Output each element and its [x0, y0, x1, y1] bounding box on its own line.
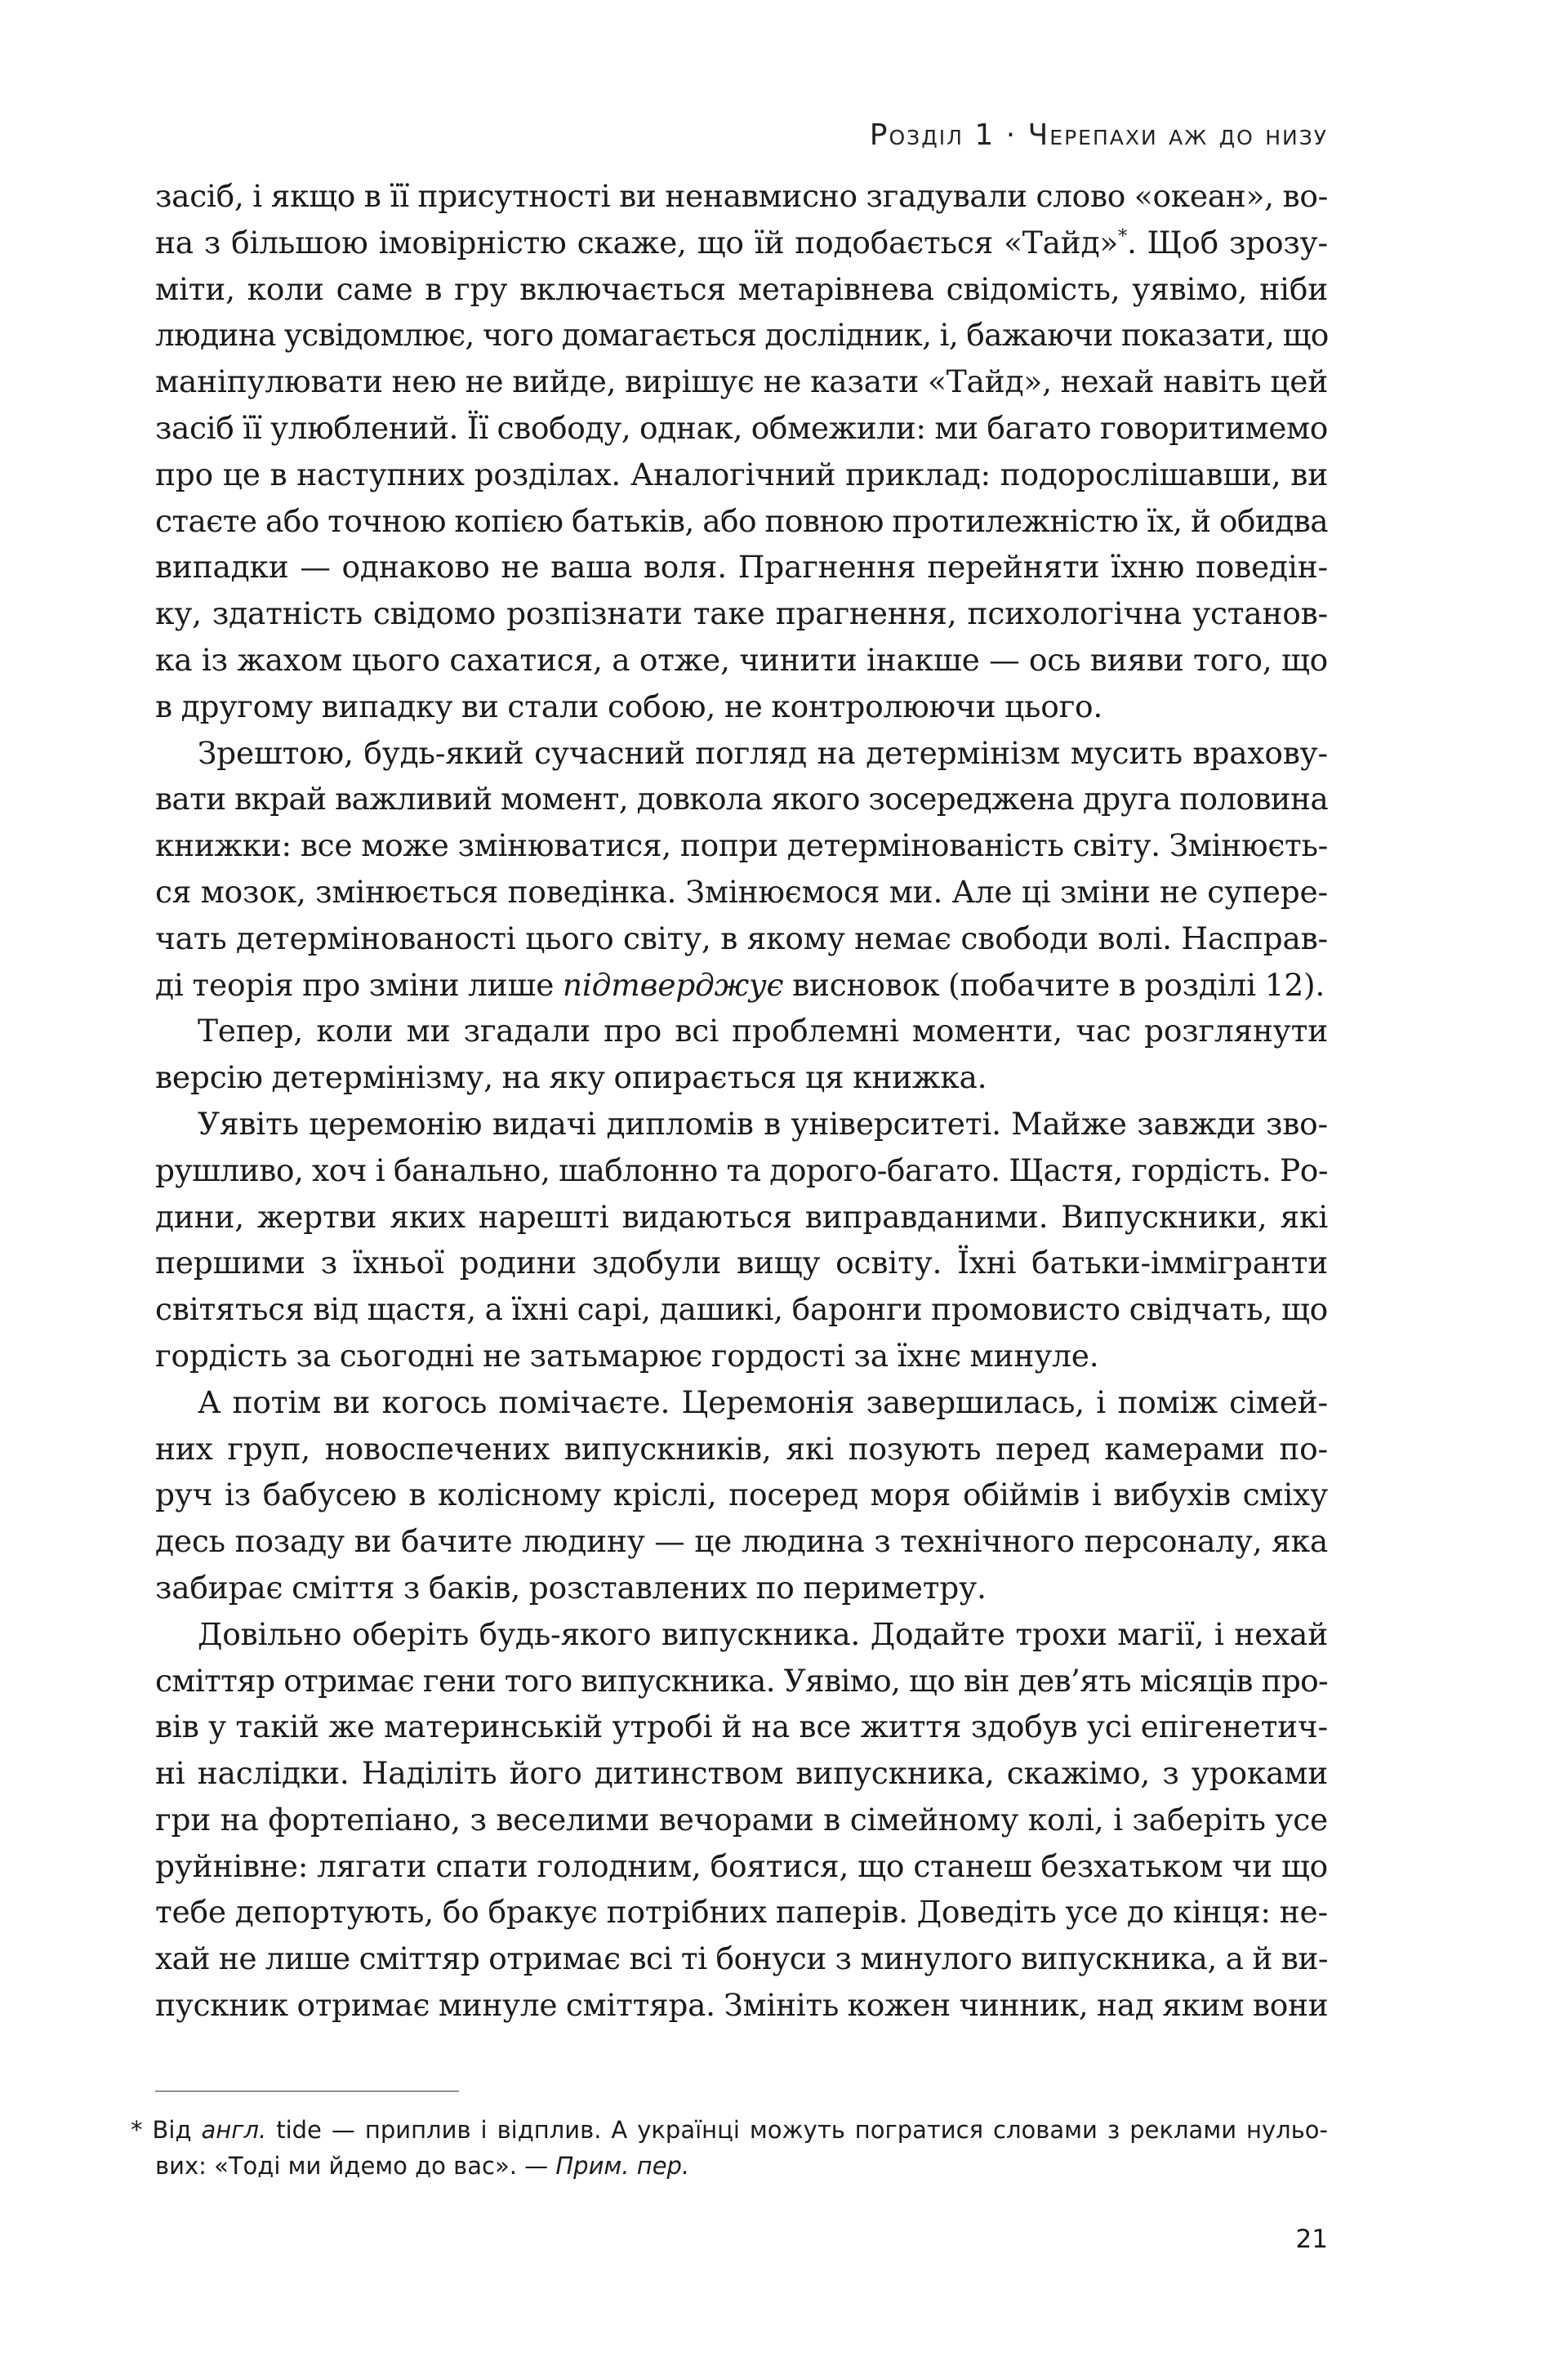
- running-head: Розділ 1 · Черепахи аж до низу: [869, 118, 1328, 152]
- text-line: ся мозок, змінюється поведінка. Змінюємося ми. Але ці зміни не супере-: [155, 873, 1328, 910]
- footnote-rule: [155, 2091, 459, 2092]
- text-line: гри на фортепіано, з веселими вечорами в сімейному колі, і заберіть усе: [155, 1801, 1328, 1838]
- text-line: в другому випадку ви стали собою, не контролюючи цього.: [155, 688, 1103, 724]
- text-line: про це в наступних розділах. Аналогічний приклад: подорослішавши, ви: [155, 456, 1328, 492]
- page-number: 21: [1295, 2225, 1328, 2254]
- text-segment: . Щоб зрозу-: [1127, 224, 1329, 261]
- text-line: людина усвідомлює, чого домагається дослідник, і, бажаючи показати, що: [155, 317, 1329, 354]
- text-line: пускник отримає минуле сміттяра. Змініть кожен чинник, над яким вони: [155, 1987, 1329, 2024]
- footnote-line-1: [131, 2112, 1328, 2148]
- footnote-marker: * Від: [131, 2116, 202, 2144]
- text-segment: ді теорія про зміни лише: [155, 966, 563, 1003]
- footnote: [131, 2112, 1328, 2184]
- text-line: них груп, новоспечених випускників, які позують перед камерами по-: [155, 1430, 1328, 1467]
- text-line: засіб, і якщо в її присутності ви ненавмисно згадували слово «океан», во-: [155, 178, 1328, 214]
- text-line: чать детермінованості цього світу, в якому немає свободи волі. Насправ-: [155, 920, 1328, 956]
- text-line: рушливо, хоч і банально, шаблонно та дорого-багато. Щастя, гордість. Ро-: [155, 1152, 1328, 1188]
- text-line: стаєте або точною копією батьків, або повною протилежністю їх, й обидва: [155, 502, 1328, 539]
- text-line: ка із жахом цього сахатися, а отже, чинити інакше — ось вияви того, що: [155, 641, 1328, 678]
- text-line: забирає сміття з баків, розставлених по периметру.: [155, 1569, 987, 1606]
- text-line: вів у такій же материнській утробі й на все життя здобув усі епігенетич-: [155, 1709, 1328, 1745]
- text-line: руйнівне: лягати спати голодним, боятися, що станеш безхатьком чи що: [155, 1847, 1328, 1884]
- text-line: гордість за сьогодні не затьмарює гордості за їхнє минуле.: [155, 1337, 1099, 1374]
- text-line: книжки: все може змінюватися, попри детермінованість світу. Змінюєть-: [155, 827, 1328, 864]
- text-line: світяться від щастя, а їхні сарі, дашикі, баронги промовисто свідчать, що: [155, 1291, 1328, 1328]
- text-segment: на з більшою імовірністю скаже, що їй подобається «Тайд»: [155, 224, 1119, 261]
- footnote-line-2: [131, 2148, 1328, 2184]
- emphasized-word: підтверджує: [562, 966, 784, 1003]
- footnote-reference[interactable]: *: [1118, 226, 1127, 247]
- text-line: сміттяр отримає гени того випускника. Уявімо, що він дев’ять місяців про-: [155, 1662, 1328, 1699]
- footnote-translator-note: Прим. пер.: [555, 2152, 690, 2180]
- text-line: тебе депортують, бо бракує потрібних паперів. Доведіть усе до кінця: не-: [155, 1894, 1328, 1931]
- text-line: засіб її улюблений. Її свободу, однак, обмежили: ми багато говоритимемо: [155, 409, 1328, 446]
- text-line: [155, 962, 1328, 1009]
- text-line: десь позаду ви бачите людину — це людина з технічного персоналу, яка: [155, 1523, 1328, 1560]
- footnote-text-2: вих: «Тоді ми йдемо до вас». —: [155, 2152, 556, 2180]
- text-line: хай не лише сміттяр отримає всі ті бонуси з минулого випускника, а й ви-: [155, 1940, 1328, 1977]
- text-line: Уявіть церемонію видачі дипломів в університеті. Майже завжди зво-: [198, 1105, 1328, 1142]
- body-text: [155, 173, 1328, 2029]
- text-line: Довільно оберіть будь-якого випускника. Додайте трохи магії, і нехай: [198, 1615, 1328, 1652]
- text-line: А потім ви когось помічаєте. Церемонія завершилась, і поміж сімей-: [198, 1383, 1328, 1420]
- text-line: руч із бабусею в колісному кріслі, посеред моря обіймів і вибухів сміху: [155, 1477, 1328, 1513]
- text-line: міти, коли саме в гру включається метарівнева свідомість, уявімо, ніби: [155, 270, 1328, 307]
- text-line: дини, жертви яких нарешті видаються виправданими. Випускники, які: [155, 1198, 1328, 1235]
- text-line: Зрештою, будь-який сучасний погляд на детермінізм мусить врахову-: [198, 734, 1328, 771]
- text-line: Тепер, коли ми згадали про всі проблемні моменти, час розглянути: [198, 1013, 1328, 1049]
- text-segment: висновок (побачите в розділі 12).: [783, 966, 1325, 1003]
- text-line: ні наслідки. Наділіть його дитинством випускника, скажімо, з уроками: [155, 1755, 1328, 1792]
- text-line: випадки — однаково не ваша воля. Прагнення перейняти їхню поведін-: [155, 549, 1328, 586]
- text-line: першими з їхньої родини здобули вищу освіту. Їхні батьки-іммігранти: [155, 1245, 1328, 1281]
- footnote-text: tide — приплив і відплив. А українці можуть погратися словами з реклами нульо-: [266, 2116, 1328, 2144]
- text-line: вати вкрай важливий момент, довкола якого зосереджена друга половина: [155, 781, 1328, 818]
- text-line: маніпулювати нею не вийде, вирішує не казати «Тайд», нехай навіть цей: [155, 363, 1328, 400]
- text-line: версію детермінізму, на яку опирається ця книжка.: [155, 1059, 987, 1096]
- text-line: [155, 220, 1328, 266]
- text-line: ку, здатність свідомо розпізнати таке прагнення, психологічна установ-: [155, 595, 1328, 632]
- footnote-italic-abbrev: англ.: [201, 2116, 267, 2144]
